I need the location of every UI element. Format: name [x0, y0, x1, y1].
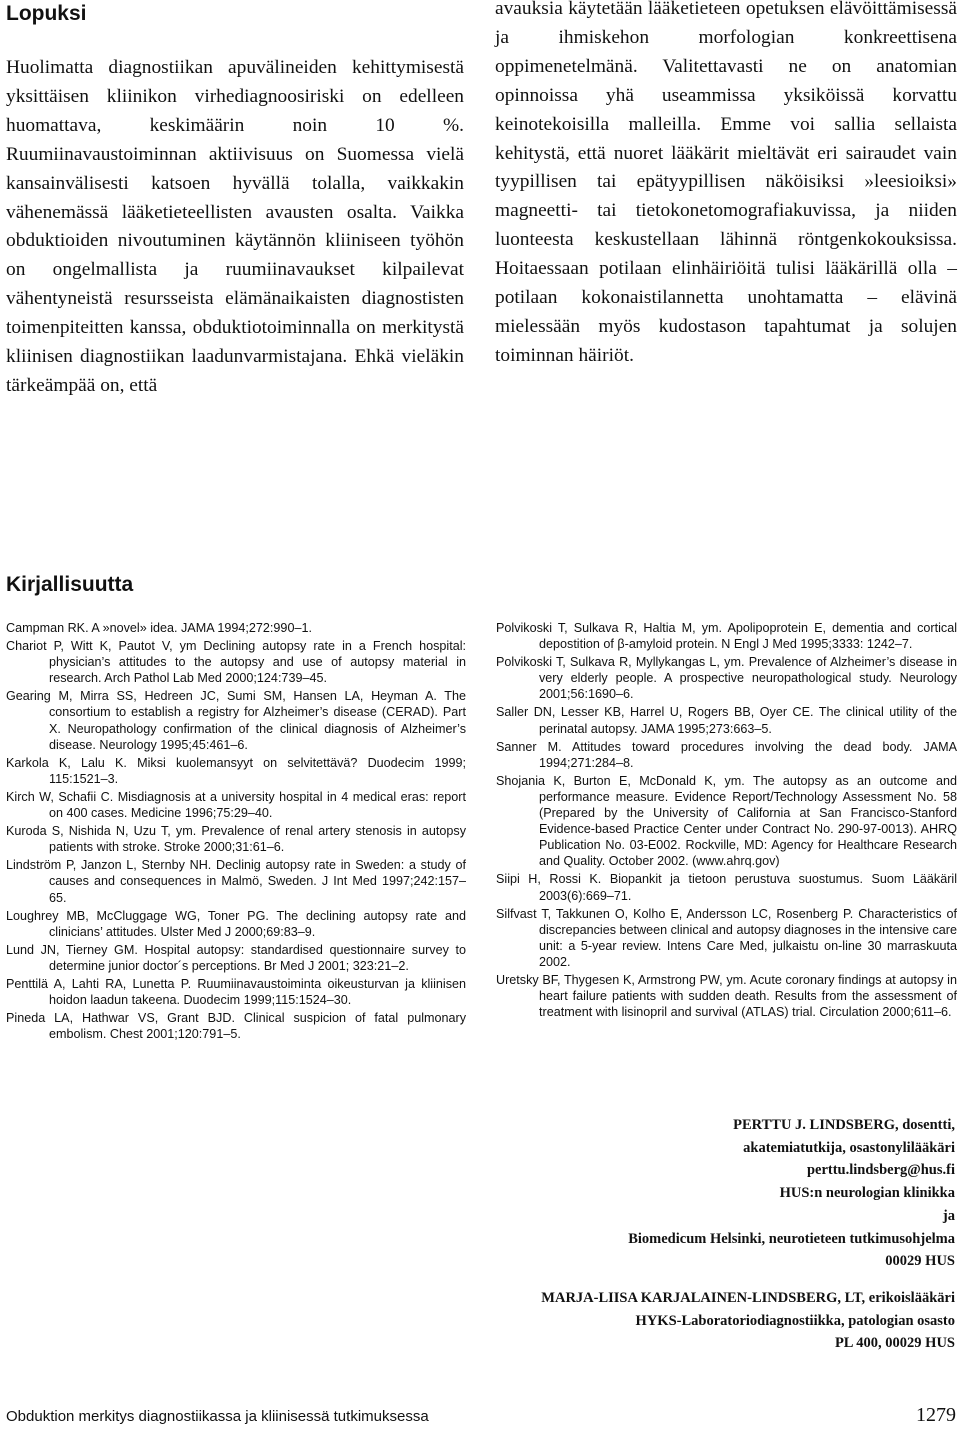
author-affiliation-line: ja	[942, 1207, 955, 1224]
author-affiliation-line: Biomedicum Helsinki, neurotieteen tutkimusohjelma	[628, 1230, 955, 1247]
reference-item: Polvikoski T, Sulkava R, Haltia M, ym. Apolipoprotein E, dementia and cortical depostition of β-amyloid protein. N Engl J Med 1995;3333: 1242–7.	[496, 621, 957, 652]
reference-item: Penttilä A, Lahti RA, Lunetta P. Ruumiinavaustoiminta oikeusturvan ja kliinisen hoidon laadun takeena. Duodecim 1999;115:1524–30.	[6, 976, 466, 1008]
author-spacer	[541, 1273, 955, 1287]
reference-item: Shojania K, Burton E, McDonald K, ym. The autopsy as an outcome and performance measure. Evidence Report/Technology Assessment No. 58 (Prepared by the University of California at San Francisco-Stanford Evidence-based Practice Center under Contract No. 290-97-0013). AHRQ Publication No. 03-E002. Rockville, MD: Agency for Healthcare Research and Quality. October 2002. (www.ahrq.gov)	[496, 773, 957, 869]
author-email: perttu.lindsberg@hus.fi	[806, 1162, 955, 1179]
reference-item: Campman RK. A »novel» idea. JAMA 1994;272:990–1.	[6, 621, 312, 635]
reference-item: Lindström P, Janzon L, Sternby NH. Declinig autopsy rate in Sweden: a study of causes and consequences in Malmö, Sweden. J Int Med 1997;242:157–65.	[6, 858, 466, 905]
body-column-right	[495, 0, 957, 371]
body-column-left	[6, 54, 464, 401]
reference-list-right	[496, 620, 957, 1022]
reference-item: Pineda LA, Hathwar VS, Grant BJD. Clinical suspicion of fatal pulmonary embolism. Chest 2001;120:791–5.	[6, 1011, 466, 1042]
author-affiliations	[541, 1114, 955, 1355]
reference-item: Uretsky BF, Thygesen K, Armstrong PW, ym. Acute coronary findings at autopsy in heart failure patients with sudden death. Results from the assessment of treatment with lisinopril and survival (ATLAS) trial. Circulation 2000;611–6.	[496, 972, 957, 1020]
footer-article-title: Obduktion merkitys diagnostiikassa ja kliinisessä tutkimuksessa	[6, 1408, 429, 1425]
reference-item: Polvikoski T, Sulkava R, Myllykangas L, ym. Prevalence of Alzheimer’s disease in very elderly people. A prospective neuropathological study. Neurology 2001;56:1690–6.	[496, 655, 957, 702]
author-address-line: PL 400, 00029 HUS	[834, 1335, 955, 1352]
reference-list-left	[6, 620, 466, 1044]
reference-item: Siipi H, Rossi K. Biopankit ja tietoon perustuva suostumus. Suom Lääkäril 2003(6):669–71.	[496, 872, 957, 903]
reference-item: Sanner M. Attitudes toward procedures involving the dead body. JAMA 1994;271:284–8.	[496, 739, 957, 770]
author-address-line: 00029 HUS	[885, 1253, 955, 1270]
reference-item: Chariot P, Witt K, Pautot V, ym Declining autopsy rate in a French hospital: physician’s attitudes to the autopsy and use of autopsy material in research. Arch Pathol Lab Med 2000;124:739–45.	[6, 639, 466, 686]
reference-item: Kirch W, Schafii C. Misdiagnosis at a university hospital in 4 medical eras: report on 400 cases. Medicine 1996;75:29–40.	[6, 789, 466, 821]
author-affiliation-line: HUS:n neurologian klinikka	[779, 1185, 955, 1202]
reference-item: Saller DN, Lesser KB, Harrel U, Rogers BB, Oyer CE. The clinical utility of the perinatal autopsy. JAMA 1995;273:663–5.	[496, 705, 957, 736]
reference-item: Loughrey MB, McCluggage WG, Toner PG. The declining autopsy rate and clinicians’ attitudes. Ulster Med J 2000;69:83–9.	[6, 908, 466, 939]
author-name-line: MARJA-LIISA KARJALAINEN-LINDSBERG, LT, erikoislääkäri	[541, 1289, 955, 1306]
section-heading-conclusion: Lopuksi	[6, 2, 87, 25]
section-heading-references: Kirjallisuutta	[6, 573, 134, 596]
page-number: 1279	[916, 1404, 956, 1426]
reference-item: Kuroda S, Nishida N, Uzu T, ym. Prevalence of renal artery stenosis in autopsy patients with stroke. Stroke 2000;31:61–6.	[6, 824, 466, 855]
conclusion-paragraph-left: Huolimatta diagnostiikan apuvälineiden kehittymisestä yksittäisen kliinikon virhediagnoosiriski on edelleen huomattava, keskimäärin noin 10 %. Ruumiinavaustoiminnan aktiivisuus on Suomessa vielä kansainvälisesti katsoen hyvällä tolalla, vaikkakin vähenemässä lääketieteellisten avausten osalta. Vaikka obduktioiden nivoutuminen käytännön kliiniseen työhön on ongelmallista ja ruumiinavaukset kilpailevat vähentyneistä resursseista elämänaikaisten diagnostisten toimenpiteitten kanssa, obduktiotoiminnalla on merkitystä kliinisen diagnostiikan laadunvarmistajana. Ehkä vieläkin tärkeämpää on, että	[6, 57, 464, 396]
author-affiliation-line: HYKS-Laboratoriodiagnostiikka, patologian osasto	[635, 1312, 955, 1329]
conclusion-paragraph-right: avauksia käytetään lääketieteen opetuksen elävöittämisessä ja ihmiskehon morfologian konkreettisena oppimenetelmänä. Valitettavasti ne on anatomian opinnoissa yhä useammissa yksiköissä korvattu keinotekoisilla malleilla. Emme voi sallia sellaista kehitystä, että nuoret lääkärit mieltävät eri sairaudet vain tyypillisen tai epätyypillisen näköisiksi »leesioiksi» magneetti- tai tietokonetomografiakuvissa, ja niiden luonteesta keskustellaan lähinnä röntgenkokouksissa. Hoitaessaan potilaan elinhäiriöitä tulisi lääkärillä olla – potilaan kokonaistilannetta unohtamatta – elävinä mielessään myös kudostason tapahtumat ja solujen toiminnan häiriöt.	[495, 0, 957, 366]
reference-item: Silfvast T, Takkunen O, Kolho E, Andersson LC, Rosenberg P. Characteristics of discrepancies between clinical and autopsy diagnoses in the intensive care unit: a 5-year review. Intens Care Med, julkaistu on-line 30 marraskuuta 2002.	[496, 906, 957, 969]
author-title-line: akatemiatutkija, osastonylilääkäri	[743, 1139, 955, 1156]
author-name-line: PERTTU J. LINDSBERG, dosentti,	[733, 1117, 955, 1133]
reference-item: Karkola K, Lalu K. Miksi kuolemansyyt on selvitettävä? Duodecim 1999; 115:1521–3.	[6, 755, 466, 786]
reference-item: Lund JN, Tierney GM. Hospital autopsy: standardised questionnaire survey to determine junior doctor´s perceptions. Br Med J 2001; 323:21–2.	[6, 942, 466, 973]
reference-item: Gearing M, Mirra SS, Hedreen JC, Sumi SM, Hansen LA, Heyman A. The consortium to establish a registry for Alzheimer’s disease (CERAD). Part X. Neuropathology confirmation of the clinical diagnosis of Alzheimer’s disease. Neurology 1995;45:461–6.	[6, 689, 466, 752]
